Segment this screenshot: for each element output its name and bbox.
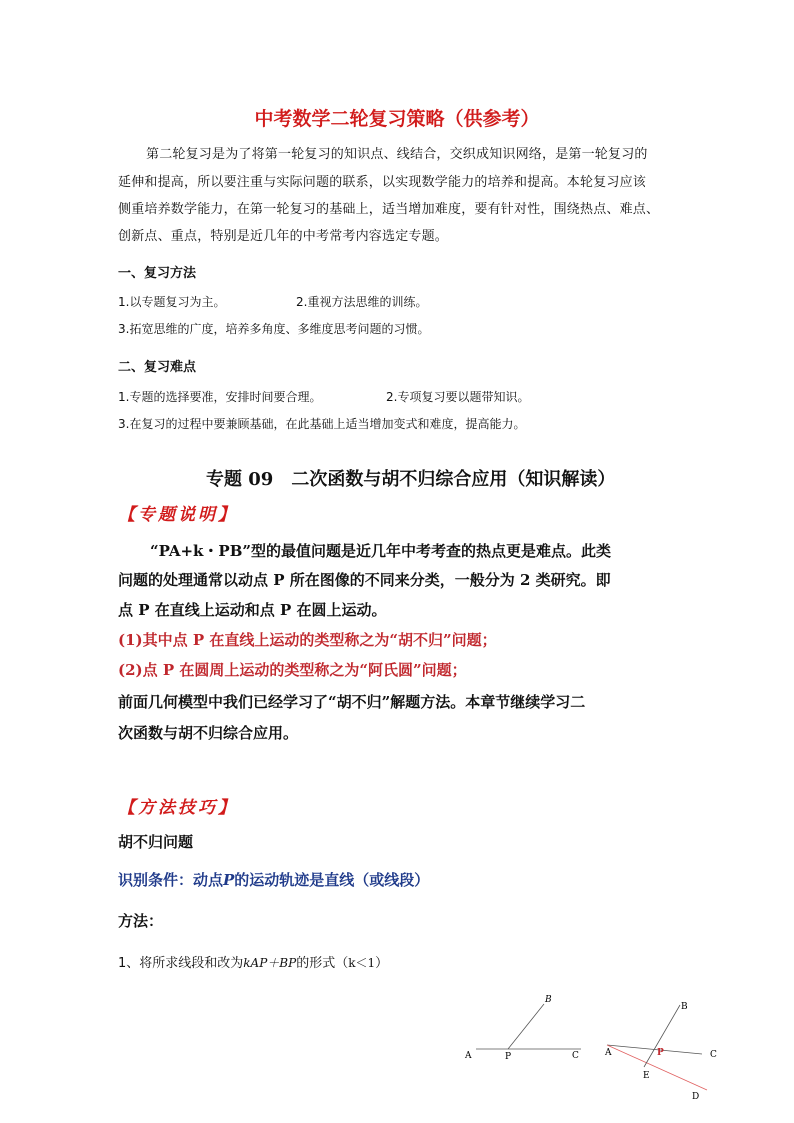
condition-variable: P <box>223 871 235 889</box>
method-item-1: 1.以专题复习为主。 <box>118 295 226 309</box>
difficulty-item-2: 2.专项复习要以题带知识。 <box>386 390 530 404</box>
label-e: E <box>643 1071 650 1081</box>
label-b: B <box>681 1002 688 1012</box>
label-a: A <box>465 1051 472 1061</box>
intro-line-4: 创新点、重点，特别是近几年的中考常考内容选定专题。 <box>118 229 449 244</box>
section-heading-methods: 一、复习方法 <box>118 266 197 281</box>
label-p: P <box>505 1052 512 1062</box>
description-red-line-2: (2)点 P 在圆周上运动的类型称之为“阿氏圆”问题； <box>118 661 467 679</box>
page-title: 中考数学二轮复习策略（供参考） <box>254 108 540 130</box>
figure-right-diagram <box>595 995 730 1105</box>
section-heading-difficulties: 二、复习难点 <box>118 360 197 375</box>
methods-heading: 【方法技巧】 <box>118 798 238 818</box>
step-1-suffix: 的形式（ <box>296 956 349 971</box>
description-red-line-1: (1)其中点 P 在直线上运动的类型称之为“胡不归”问题； <box>118 631 497 649</box>
topic-title: 专题 09 二次函数与胡不归综合应用（知识解读） <box>206 469 616 490</box>
label-c: C <box>572 1051 579 1061</box>
method-step-1 <box>118 952 388 971</box>
difficulty-item-1: 1.专题的选择要准，安排时间要合理。 <box>118 390 322 404</box>
condition-prefix: 识别条件：动点 <box>118 871 224 889</box>
method-item-3: 3.拓宽思维的广度，培养多角度、多维度思考问题的习惯。 <box>118 322 430 336</box>
step-1-close: ） <box>375 956 389 971</box>
figure-left-diagram <box>455 990 595 1065</box>
label-c: C <box>710 1050 717 1060</box>
methods-subheading: 胡不归问题 <box>118 833 194 851</box>
description-line-3: 点 P 在直线上运动和点 P 在圆上运动。 <box>118 601 387 619</box>
step-1-prefix: 1、将所求线段和改为 <box>118 956 244 971</box>
difficulty-item-3: 3.在复习的过程中要兼顾基础，在此基础上适当增加变式和难度，提高能力。 <box>118 417 526 431</box>
method-label: 方法： <box>118 912 164 930</box>
intro-line-1: 第二轮复习是为了将第一轮复习的知识点、线结合，交织成知识网络，是第一轮复习的 <box>146 147 648 162</box>
description-line-1: “PA+k・PB”型的最值问题是近几年中考考查的热点更是难点。此类 <box>150 542 612 560</box>
method-item-2: 2.重视方法思维的训练。 <box>296 295 428 309</box>
description-line-2: 问题的处理通常以动点 P 所在图像的不同来分类，一般分为 2 类研究。即 <box>118 571 611 589</box>
label-a: A <box>605 1048 612 1058</box>
label-d: D <box>692 1092 700 1102</box>
line-pb <box>508 1004 544 1049</box>
label-p: P <box>657 1048 664 1058</box>
identification-condition <box>118 869 429 890</box>
intro-line-3: 侧重培养数学能力，在第一轮复习的基础上，适当增加难度，要有针对性，围绕热点、难点、 <box>118 202 660 217</box>
topic-description-heading: 【专题说明】 <box>118 505 238 525</box>
label-b: B <box>545 995 552 1005</box>
intro-line-2: 延伸和提高，所以要注重与实际问题的联系，以实现数学能力的培养和提高。本轮复习应该 <box>118 175 647 190</box>
description-line-5: 次函数与胡不归综合应用。 <box>118 724 299 742</box>
step-1-expression: kAP＋BP <box>243 956 297 970</box>
condition-suffix: 的运动轨迹是直线（或线段） <box>234 871 430 889</box>
description-line-4: 前面几何模型中我们已经学习了“胡不归”解题方法。本章节继续学习二 <box>118 693 586 711</box>
step-1-condition: k＜1 <box>348 956 376 970</box>
